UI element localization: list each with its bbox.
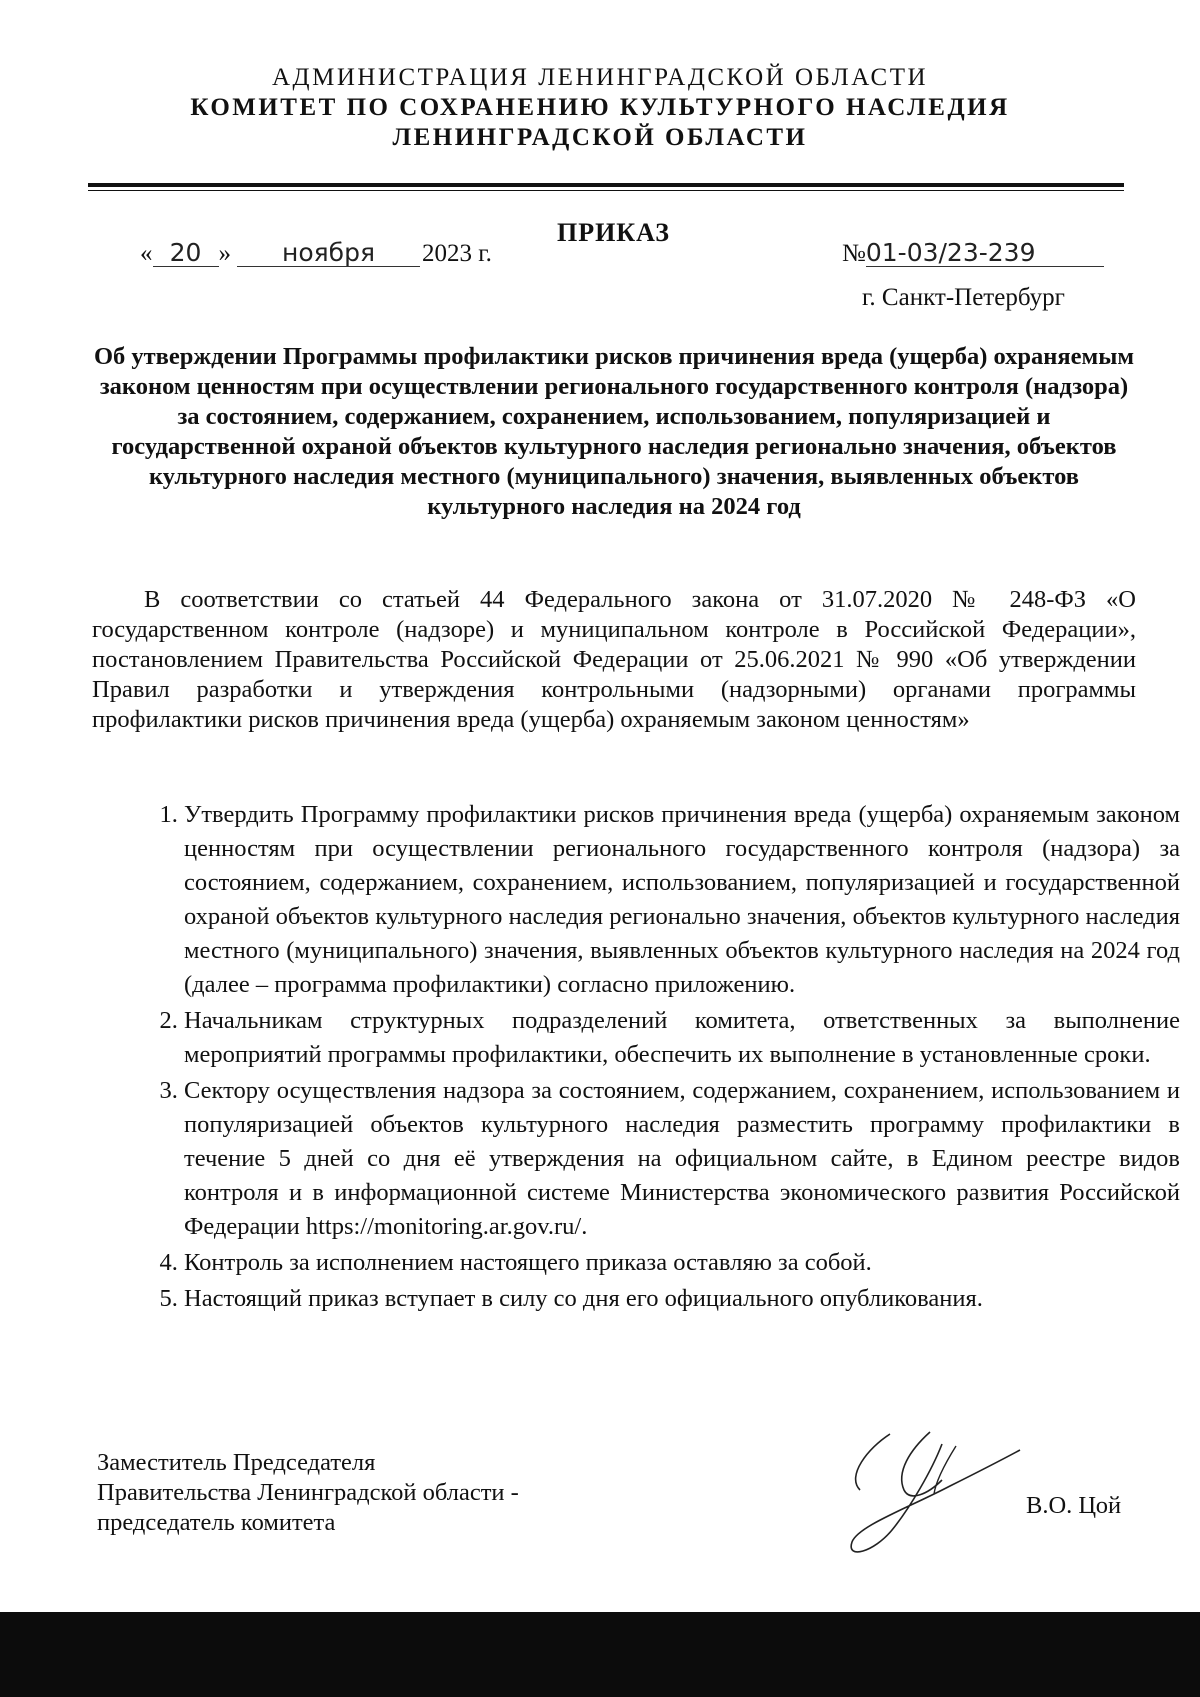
position-line: Правительства Ленинградской области - bbox=[97, 1479, 519, 1506]
number-prefix: № bbox=[842, 240, 866, 267]
header-rule-thick bbox=[88, 183, 1124, 187]
list-item: 5. Настоящий приказ вступает в силу со дня его официального опубликования. bbox=[184, 1282, 1180, 1316]
handwritten-signature bbox=[838, 1428, 1028, 1560]
header-rule-thin bbox=[88, 190, 1124, 191]
scan-bottom-border bbox=[0, 1612, 1200, 1697]
position-line: Заместитель Председателя bbox=[97, 1449, 376, 1476]
order-subject: Об утверждении Программы профилактики рисков причинения вреда (ущерба) охраняемым законом ценностям при осуществлении регионального государственного контроля (надзора) за состоянием, содержанием, сохранением, использованием, популяризацией и государственной охраной объектов культурного наследия регионально значения, объектов культурного наследия местного (муниципального) значения, выявленных объектов культурного наследия на 2024 год bbox=[93, 343, 1135, 520]
header-region: ЛЕНИНГРАДСКОЙ ОБЛАСТИ bbox=[392, 124, 808, 151]
date-open-quote: « bbox=[140, 240, 153, 267]
list-item: 4. Контроль за исполнением настоящего приказа оставляю за собой. bbox=[184, 1246, 1180, 1280]
date-close-quote: » bbox=[218, 240, 231, 267]
number-value: 01-03/23-239 bbox=[866, 240, 1104, 267]
list-item: 1. Утвердить Программу профилактики рисков причинения вреда (ущерба) охраняемым законом ценностям при осуществлении регионального государственного контроля (надзора) за состоянием, содержанием, сохранением, использованием, популяризацией и государственной охраной объектов культурного наследия регионально значения, объектов культурного наследия местного (муниципального) значения, выявленных объектов культурного наследия на 2024 год (далее – программа профилактики) согласно приложению. bbox=[184, 798, 1180, 1002]
order-title: ПРИКАЗ bbox=[556, 218, 671, 247]
date-month: ноября bbox=[237, 240, 420, 267]
order-city: г. Санкт-Петербург bbox=[862, 284, 1065, 311]
header-committee: КОМИТЕТ ПО СОХРАНЕНИЮ КУЛЬТУРНОГО НАСЛЕДИЯ bbox=[190, 94, 1010, 121]
order-date bbox=[140, 240, 492, 268]
header-administration: АДМИНИСТРАЦИЯ ЛЕНИНГРАДСКОЙ ОБЛАСТИ bbox=[271, 64, 929, 91]
preamble-paragraph: В соответствии со статьей 44 Федерального закона от 31.07.2020 № 248-ФЗ «О государственном контроле (надзоре) и муниципальном контроле в Российской Федерации», постановлением Правительства Российской Федерации от 25.06.2021 № 990 «Об утверждении Правил разработки и утверждения контрольными (надзорными) органами программы профилактики рисков причинения вреда (ущерба) охраняемым законом ценностям» bbox=[92, 586, 1136, 733]
date-day: 20 bbox=[153, 240, 219, 267]
order-items-list bbox=[140, 798, 1180, 1318]
position-line: председатель комитета bbox=[97, 1509, 336, 1536]
date-year: 2023 г. bbox=[422, 240, 492, 267]
list-item: 2. Начальникам структурных подразделений комитета, ответственных за выполнение мероприятий программы профилактики, обеспечить их выполнение в установленные сроки. bbox=[184, 1004, 1180, 1072]
signatory-name: В.О. Цой bbox=[1026, 1492, 1122, 1519]
list-item: 3. Сектору осуществления надзора за состоянием, содержанием, сохранением, использованием и популяризацией объектов культурного наследия разместить программу профилактики в течение 5 дней со дня её утверждения на официальном сайте, в Едином реестре видов контроля и в информационной системе Министерства экономического развития Российской Федерации https://monitoring.ar.gov.ru/. bbox=[184, 1074, 1180, 1244]
order-number bbox=[842, 240, 1104, 268]
signatory-position bbox=[97, 1448, 519, 1538]
